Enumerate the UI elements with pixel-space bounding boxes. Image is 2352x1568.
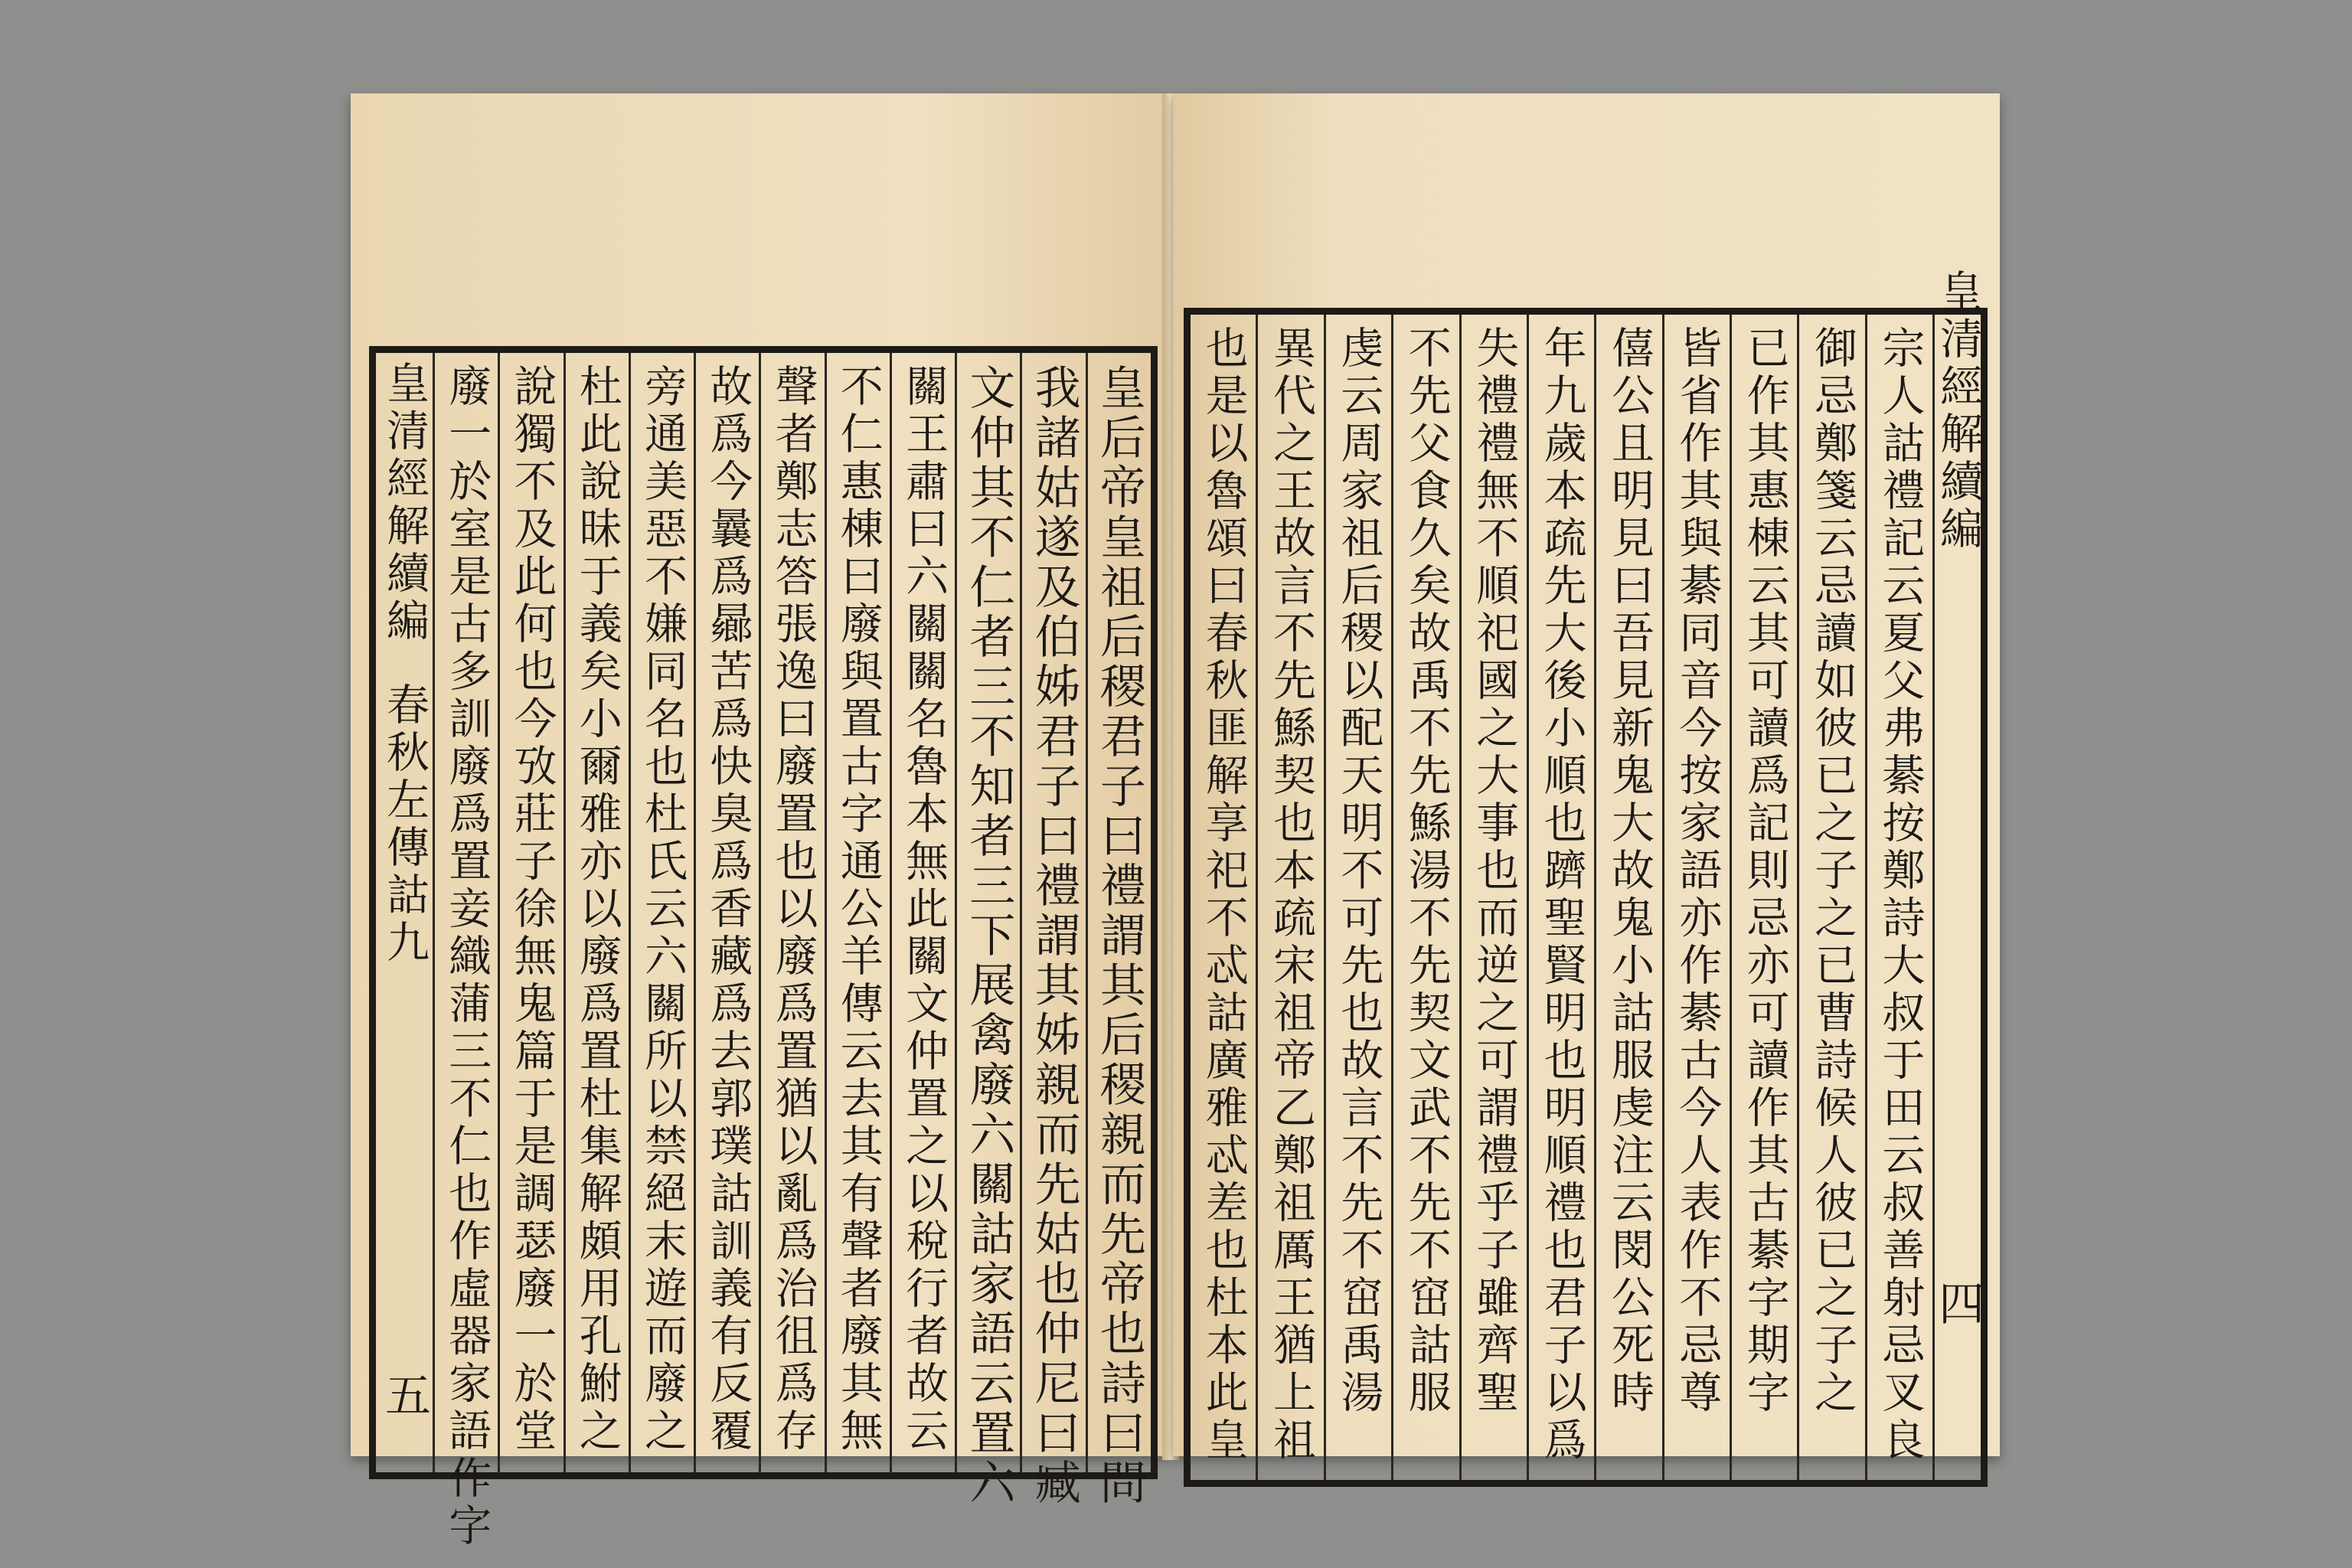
text-column: 也是以魯頌曰春秋匪解享祀不忒詁廣雅忒差也杜本此皇 [1198, 325, 1249, 1465]
text-column: 失禮禮無不順祀國之大事也而逆之可謂禮乎子雖齊聖 [1459, 315, 1527, 1480]
text-column: 異代之王故言不先鯀契也本疏宋祖帝乙鄭祖厲王猶上祖 [1256, 315, 1323, 1480]
left-text-frame [369, 346, 1158, 1550]
banner-title: 皇清經解續編 [1933, 269, 1984, 554]
left-page [351, 93, 1168, 1550]
text-column: 故爲今曩爲曏苦爲快臭爲香藏爲去郭璞詁訓義有反覆 [694, 353, 759, 1472]
right-page [1173, 93, 2000, 1465]
text-column: 杜此說昧于義矣小爾雅亦以廢爲置杜集解頗用孔鮒之 [564, 353, 629, 1472]
text-column: 宗人詁禮記云夏父弗綦按鄭詩大叔于田云叔善射忌叉良 [1865, 315, 1932, 1480]
text-column: 年九歲本疏先大後小順也躋聖賢明也明順禮也君子以爲 [1527, 315, 1594, 1480]
text-column: 關王肅曰六關關名魯本無此關文仲置之以稅行者故云 [890, 353, 955, 1472]
banner-title: 皇清經解續編 [380, 361, 430, 645]
banner-column [1931, 269, 1985, 1480]
banner-leaf-number: 五 [377, 1371, 432, 1421]
banner-leaf-number: 四 [1931, 1279, 1985, 1329]
banner-section: 春秋左傳詁九 [380, 682, 430, 967]
text-column: 旁通美惡不嫌同名也杜氏云六關所以禁絕末遊而廢之 [629, 353, 694, 1472]
text-column: 文仲其不仁者三不知者三下展禽廢六關詁家語云置六 [955, 353, 1020, 1472]
text-column: 虔云周家祖后稷以配天明不可先也故言不先不窋禹湯 [1324, 315, 1391, 1480]
left-text-columns [376, 353, 1151, 1550]
book-spread [343, 93, 2011, 1550]
text-column: 我諸姑遂及伯姊君子曰禮謂其姊親而先姑也仲尼曰臧 [1020, 353, 1085, 1472]
text-column: 說獨不及此何也今攷莊子徐無鬼篇于是調瑟廢一於堂 [498, 353, 563, 1472]
text-column: 聲者鄭志答張逸曰廢置也以廢爲置猶以亂爲治徂爲存 [759, 353, 824, 1472]
banner-column [376, 353, 433, 1472]
text-column: 皇后帝皇祖后稷君子曰禮謂其后稷親而先帝也詩曰問 [1086, 353, 1151, 1472]
text-column: 不仁惠棟曰廢與置古字通公羊傳云去其有聲者廢其無 [825, 353, 890, 1472]
text-column: 已作其惠棟云其可讀爲記則忌亦可讀作其古綦字期字 [1730, 315, 1797, 1480]
right-text-columns [1191, 269, 1985, 1480]
text-column: 廢一於室是古多訓廢爲置妾織蒲三不仁也作虛器家語作字 [433, 353, 498, 1472]
text-column: 皆省作其與綦同音今按家語亦作綦古今人表作不忌尊 [1662, 315, 1730, 1480]
right-text-frame [1184, 269, 1988, 1487]
text-column: 僖公且明見曰吾見新鬼大故鬼小詁服虔注云閔公死時 [1594, 315, 1661, 1480]
text-column: 不先父食久矣故禹不先鯀湯不先契文武不先不窋詁服 [1391, 315, 1459, 1480]
text-column: 御忌鄭箋云忌讀如彼已之子之已曹詩候人彼已之子之 [1797, 315, 1864, 1480]
